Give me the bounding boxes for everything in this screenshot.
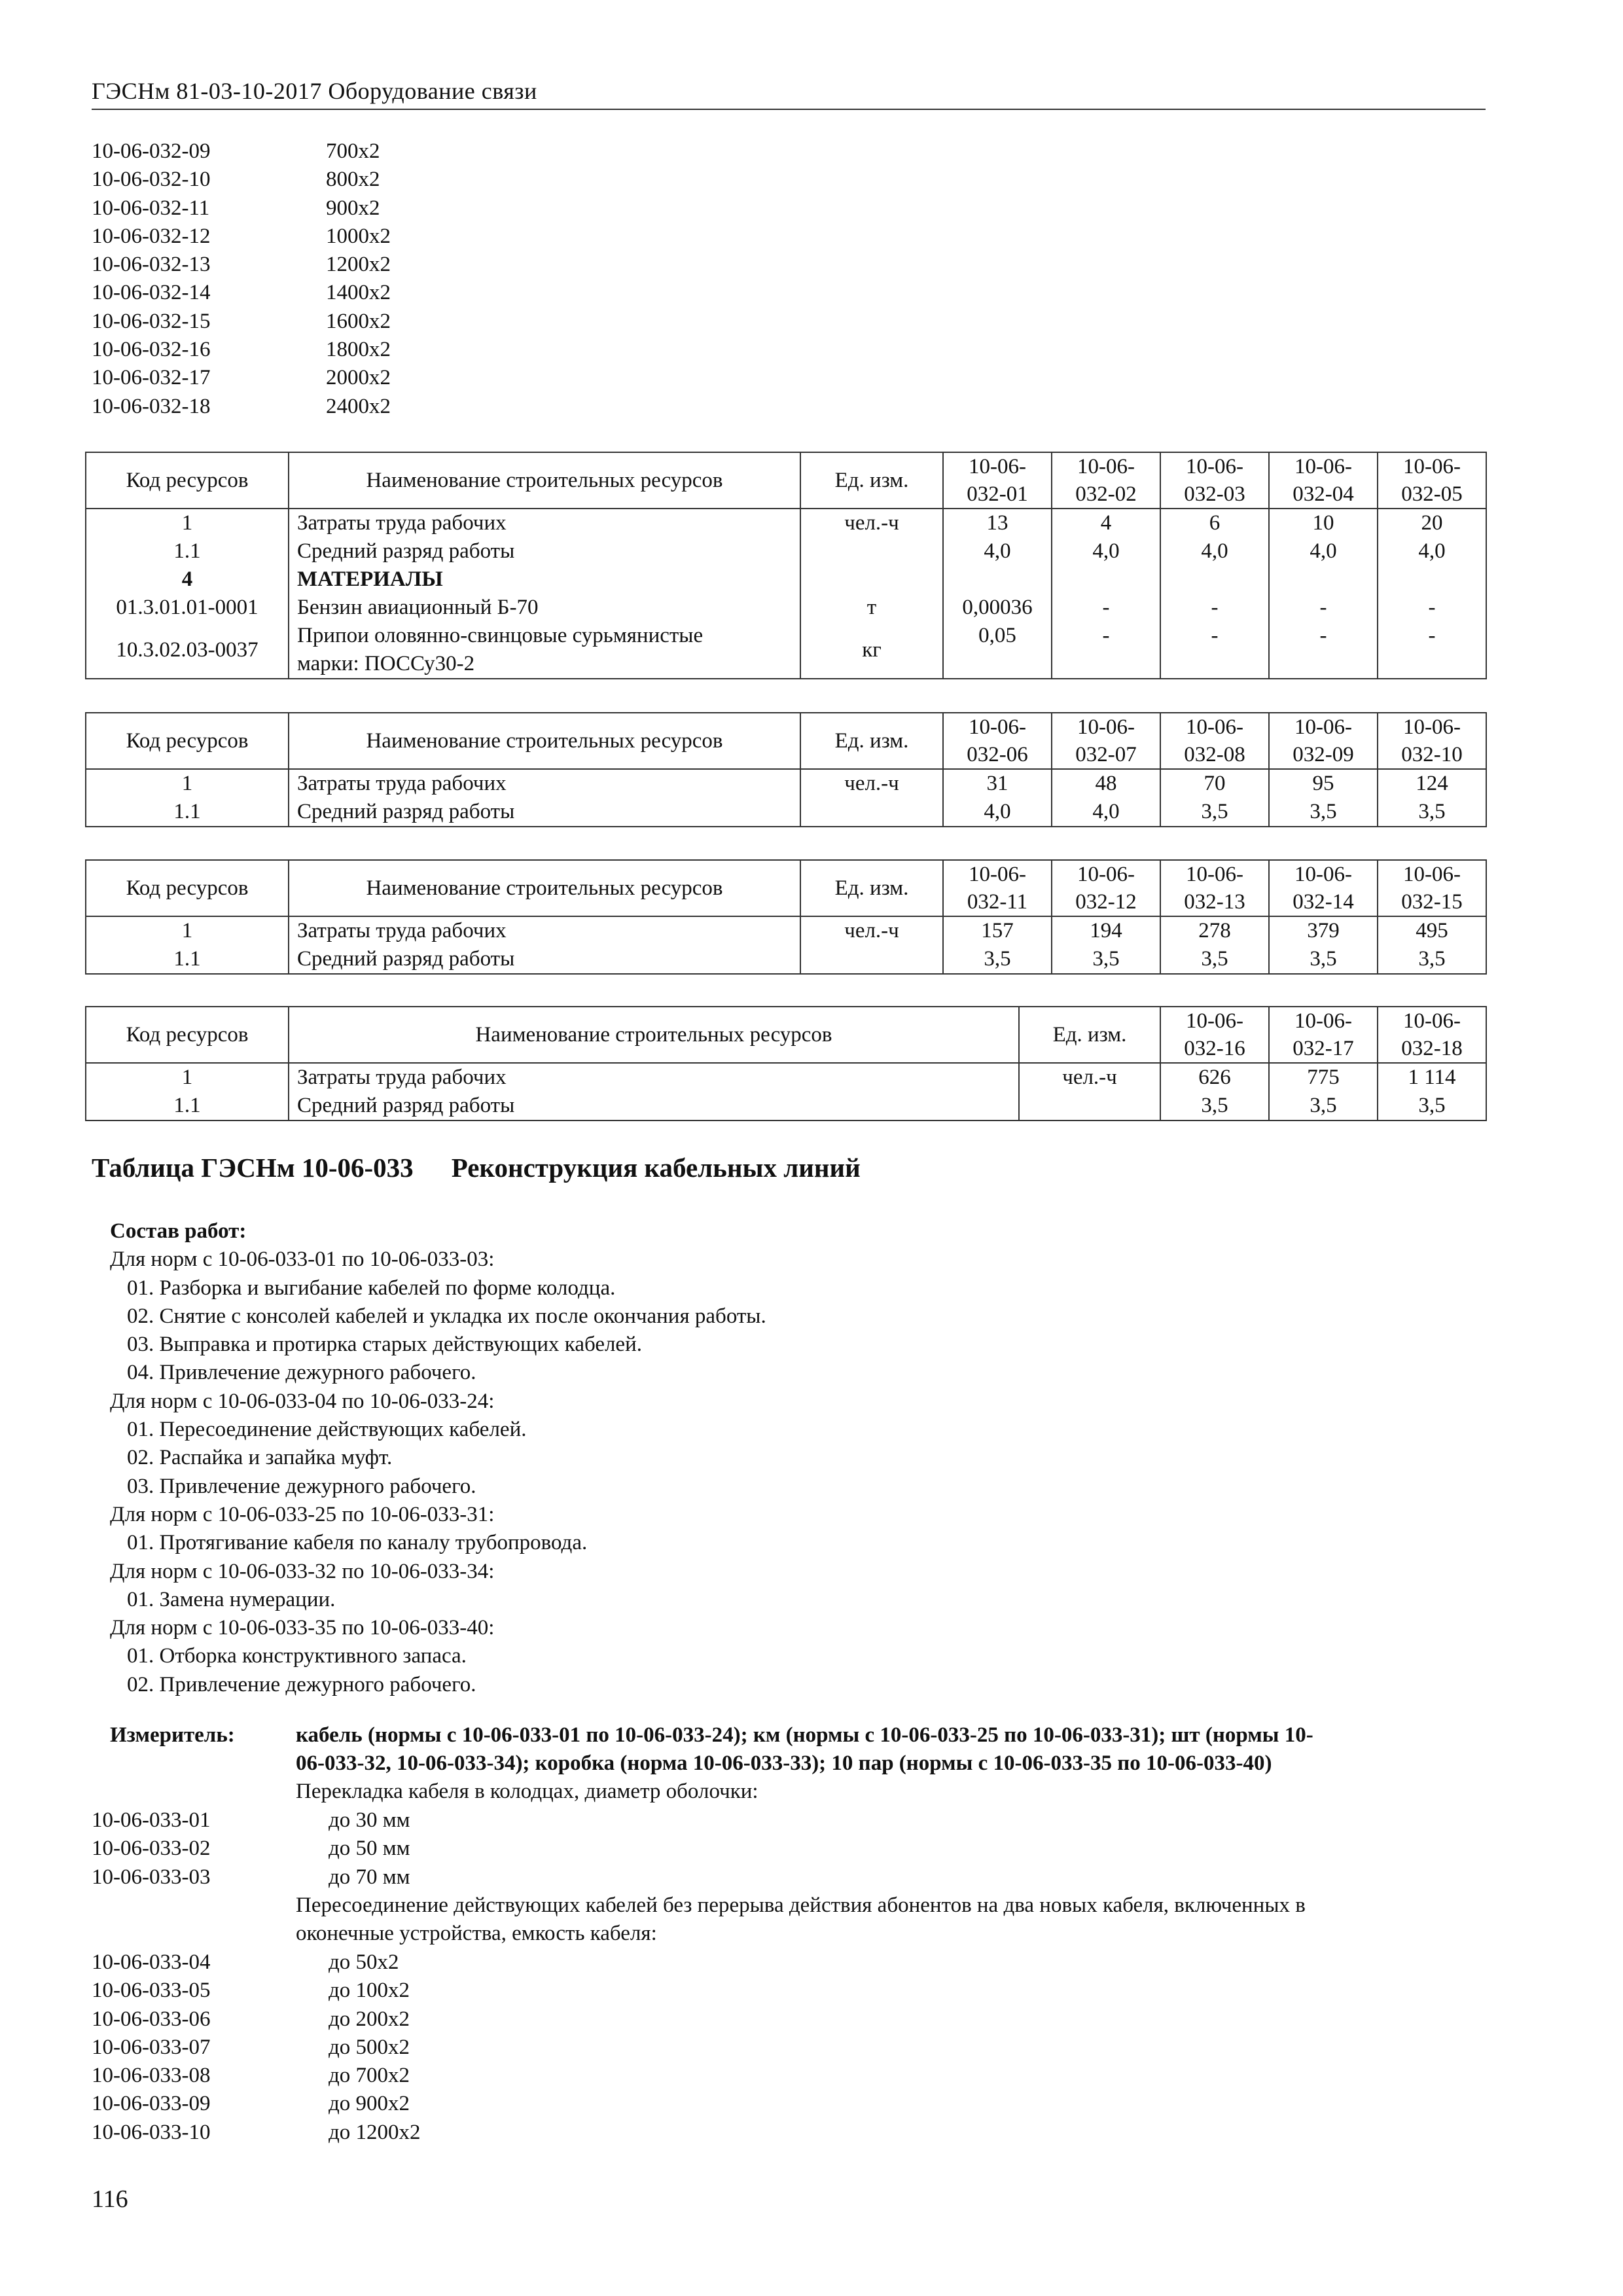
- list-item: [92, 1863, 410, 1892]
- works-group-header: Для норм с 10-06-033-25 по 10-06-033-31:: [110, 1502, 495, 1526]
- th-norm-prefix: 10-06-: [1186, 863, 1243, 886]
- works-item: 01. Замена нумерации.: [127, 1587, 336, 1611]
- norm-value: 800х2: [326, 168, 380, 192]
- norm-code: 10-06-032-14: [92, 281, 211, 305]
- norm-code: 10-06-033-04: [92, 1950, 211, 1974]
- resource-value: 48: [1052, 769, 1160, 798]
- norm-value: до 1200х2: [329, 2120, 421, 2144]
- norm-code: 10-06-032-10: [92, 168, 211, 192]
- code-row: [92, 393, 391, 421]
- resource-name: [289, 594, 800, 622]
- table-title: Реконструкция кабельных линий: [451, 1153, 861, 1183]
- group1-list: [92, 1806, 410, 1892]
- resource-name-text: Припои оловянно-свинцовые сурьмянистые: [297, 624, 704, 647]
- resource-unit: чел.-ч: [800, 769, 943, 798]
- resource-value: -: [1269, 622, 1378, 679]
- th-code: Код ресурсов: [86, 1007, 289, 1063]
- works-item: 02. Привлечение дежурного рабочего.: [127, 1672, 476, 1696]
- th-norm-suffix: 032-17: [1293, 1037, 1354, 1060]
- resource-name-text: Затраты труда рабочих: [297, 919, 507, 942]
- resource-unit: [1019, 1092, 1160, 1121]
- works-item: 01. Разборка и выгибание кабелей по форме колодца.: [127, 1276, 616, 1300]
- norm-value: до 50х2: [329, 1950, 399, 1974]
- resource-value: [1269, 565, 1378, 594]
- resource-name-text: Средний разряд работы: [297, 800, 515, 823]
- norm-code: 10-06-032-13: [92, 253, 211, 277]
- th-norm-prefix: 10-06-: [1186, 455, 1243, 478]
- table-row: [86, 565, 1486, 594]
- group2-list: [92, 1948, 421, 2147]
- resource-value: 278: [1160, 916, 1269, 945]
- works-group-header: Для норм с 10-06-033-35 по 10-06-033-40:: [110, 1616, 495, 1640]
- norm-value: 2000х2: [326, 366, 391, 390]
- group2-title-line-2: оконечные устройства, емкость кабеля:: [296, 1922, 657, 1946]
- code-row: [92, 251, 391, 279]
- resource-unit: [800, 537, 943, 565]
- resource-name: [289, 537, 800, 565]
- resource-code: 10.3.02.03-0037: [86, 622, 289, 679]
- th-norm-suffix: 032-10: [1401, 743, 1463, 766]
- resource-code: 1: [86, 509, 289, 537]
- th-norm-prefix: 10-06-: [969, 455, 1026, 478]
- resource-unit: кг: [800, 622, 943, 679]
- norm-value: до 100х2: [329, 1979, 410, 2003]
- resource-value: 31: [943, 769, 1052, 798]
- th-norm-prefix: 10-06-: [1294, 1009, 1352, 1033]
- th-norm: [1160, 860, 1269, 916]
- th-norm-prefix: 10-06-: [1186, 715, 1243, 739]
- resource-value: 3,5: [1269, 1092, 1378, 1121]
- th-norm-prefix: 10-06-: [1186, 1009, 1243, 1033]
- resource-unit: [800, 798, 943, 827]
- measure-line-1: кабель (нормы с 10-06-033-01 по 10-06-033-24); км (нормы с 10-06-033-25 по 10-06-033-31); шт (нормы 10-: [296, 1723, 1313, 1747]
- resource-name: [289, 916, 800, 945]
- th-norm: [1269, 1007, 1378, 1063]
- works-item: 02. Снятие с консолей кабелей и укладка их после окончания работы.: [127, 1304, 766, 1328]
- th-code: Код ресурсов: [86, 713, 289, 769]
- resource-value: 4,0: [943, 798, 1052, 827]
- th-name: Наименование строительных ресурсов: [289, 1007, 1019, 1063]
- measure-label: Измеритель:: [110, 1723, 235, 1747]
- list-item: [92, 2034, 421, 2062]
- norm-code: 10-06-032-09: [92, 139, 211, 163]
- resource-value: 3,5: [1160, 798, 1269, 827]
- resource-code: 01.3.01.01-0001: [86, 594, 289, 622]
- resource-name-text: Средний разряд работы: [297, 1094, 515, 1117]
- code-row: [92, 137, 391, 166]
- resource-value: 4,0: [1052, 537, 1160, 565]
- resource-name: [289, 509, 800, 537]
- table-row: [86, 945, 1486, 974]
- header-rule: [92, 109, 1486, 110]
- th-norm: [943, 860, 1052, 916]
- th-norm: [943, 452, 1052, 509]
- resource-value: -: [1160, 622, 1269, 679]
- th-norm: [1269, 860, 1378, 916]
- table-row: [86, 1063, 1486, 1092]
- table-label: Таблица ГЭСНм 10-06-033: [92, 1153, 414, 1183]
- table-row: [86, 916, 1486, 945]
- code-row: [92, 166, 391, 194]
- th-norm-prefix: 10-06-: [1403, 1009, 1461, 1033]
- resource-value: 4,0: [1378, 537, 1486, 565]
- resource-value: -: [1378, 594, 1486, 622]
- resource-value: [943, 565, 1052, 594]
- resource-name: [289, 1063, 1019, 1092]
- resource-unit: [800, 945, 943, 974]
- resource-value: 4,0: [1269, 537, 1378, 565]
- resource-value: 3,5: [1269, 798, 1378, 827]
- resource-value: 13: [943, 509, 1052, 537]
- norm-value: до 70 мм: [329, 1865, 410, 1889]
- th-norm-prefix: 10-06-: [1403, 455, 1461, 478]
- resource-table-1: [85, 452, 1487, 679]
- resource-value: -: [1160, 594, 1269, 622]
- th-norm-prefix: 10-06-: [1077, 863, 1135, 886]
- table-row: [86, 769, 1486, 798]
- norm-code: 10-06-033-03: [92, 1865, 211, 1889]
- norm-code: 10-06-032-17: [92, 366, 211, 390]
- norm-code: 10-06-032-16: [92, 338, 211, 362]
- norm-code: 10-06-033-06: [92, 2007, 211, 2031]
- th-norm-suffix: 032-12: [1075, 890, 1137, 914]
- th-norm: [1160, 452, 1269, 509]
- norm-value: 2400х2: [326, 394, 391, 418]
- resource-name-text: Средний разряд работы: [297, 539, 515, 563]
- resource-value: 3,5: [1269, 945, 1378, 974]
- code-row: [92, 336, 391, 364]
- th-code: Код ресурсов: [86, 452, 289, 509]
- norm-code: 10-06-033-02: [92, 1837, 211, 1861]
- list-item: [92, 1806, 410, 1835]
- th-norm-suffix: 032-03: [1184, 482, 1245, 506]
- norm-code: 10-06-033-05: [92, 1979, 211, 2003]
- th-norm-prefix: 10-06-: [1403, 863, 1461, 886]
- resource-value: 4,0: [1160, 537, 1269, 565]
- norm-code: 10-06-032-12: [92, 224, 211, 248]
- resource-name: [289, 769, 800, 798]
- th-norm: [1378, 1007, 1486, 1063]
- list-item: [92, 2090, 421, 2118]
- norm-code: 10-06-032-11: [92, 196, 210, 220]
- works-item: 03. Выправка и протирка старых действующих кабелей.: [127, 1333, 642, 1357]
- resource-value: 3,5: [1378, 945, 1486, 974]
- norm-value: 1600х2: [326, 309, 391, 333]
- th-norm-suffix: 032-18: [1401, 1037, 1463, 1060]
- resource-code: 4: [86, 565, 289, 594]
- resource-value: 70: [1160, 769, 1269, 798]
- th-name: Наименование строительных ресурсов: [289, 452, 800, 509]
- norm-value: до 700х2: [329, 2064, 410, 2088]
- resource-value: 0,00036: [943, 594, 1052, 622]
- table-row: [86, 537, 1486, 565]
- resource-unit: чел.-ч: [1019, 1063, 1160, 1092]
- resource-value: 1 114: [1378, 1063, 1486, 1092]
- measure-text: [296, 1721, 1487, 1778]
- norm-code: 10-06-033-07: [92, 2035, 211, 2059]
- code-row: [92, 223, 391, 251]
- th-norm-suffix: 032-07: [1075, 743, 1137, 766]
- norm-value: до 500х2: [329, 2035, 410, 2059]
- th-unit: Ед. изм.: [800, 713, 943, 769]
- th-norm: [943, 713, 1052, 769]
- th-norm-suffix: 032-05: [1401, 482, 1463, 506]
- code-row: [92, 308, 391, 336]
- resource-code: 1.1: [86, 798, 289, 827]
- resource-table-3: [85, 859, 1487, 975]
- resource-value: 194: [1052, 916, 1160, 945]
- works-item: 01. Протягивание кабеля по каналу трубопровода.: [127, 1531, 588, 1555]
- resource-value: [1052, 565, 1160, 594]
- resource-name: [289, 798, 800, 827]
- resource-value: -: [1052, 594, 1160, 622]
- works-item: 01. Пересоединение действующих кабелей.: [127, 1418, 527, 1442]
- works-group-header: Для норм с 10-06-033-04 по 10-06-033-24:: [110, 1389, 495, 1413]
- resource-code: 1.1: [86, 945, 289, 974]
- resource-name-text: Затраты труда рабочих: [297, 772, 507, 795]
- resource-value: 626: [1160, 1063, 1269, 1092]
- th-norm: [1052, 860, 1160, 916]
- norm-value: до 900х2: [329, 2092, 410, 2116]
- resource-name: [289, 945, 800, 974]
- resource-name: [289, 1092, 1019, 1121]
- th-norm-suffix: 032-06: [967, 743, 1028, 766]
- resource-unit: чел.-ч: [800, 509, 943, 537]
- resource-unit: т: [800, 594, 943, 622]
- list-item: [92, 1948, 421, 1977]
- norm-code: 10-06-033-08: [92, 2064, 211, 2088]
- norm-code: 10-06-033-09: [92, 2092, 211, 2116]
- header-row: [86, 1007, 1486, 1063]
- resource-code: 1: [86, 916, 289, 945]
- header-row: [86, 452, 1486, 509]
- th-norm-suffix: 032-01: [967, 482, 1028, 506]
- norm-value: 900х2: [326, 196, 380, 220]
- resource-value: -: [1052, 622, 1160, 679]
- code-row: [92, 364, 391, 392]
- th-norm: [1160, 1007, 1269, 1063]
- code-row: [92, 279, 391, 307]
- resource-code: 1: [86, 769, 289, 798]
- norm-code-list: [92, 137, 391, 421]
- norm-value: до 200х2: [329, 2007, 410, 2031]
- list-item: [92, 2005, 421, 2034]
- header-row: [86, 860, 1486, 916]
- works-group-header: Для норм с 10-06-033-32 по 10-06-033-34:: [110, 1559, 495, 1583]
- th-norm: [1269, 713, 1378, 769]
- resource-value: 4,0: [943, 537, 1052, 565]
- resource-name: [289, 565, 800, 594]
- resource-value: 10: [1269, 509, 1378, 537]
- works-composition: [110, 1217, 766, 1699]
- resource-name-text: Затраты труда рабочих: [297, 511, 507, 535]
- th-norm-suffix: 032-13: [1184, 890, 1245, 914]
- resource-code: 1.1: [86, 537, 289, 565]
- resource-value: [1160, 565, 1269, 594]
- header-row: [86, 713, 1486, 769]
- th-norm: [1378, 452, 1486, 509]
- th-norm: [1269, 452, 1378, 509]
- th-norm: [1052, 452, 1160, 509]
- resource-value: 3,5: [1378, 798, 1486, 827]
- norm-value: 1000х2: [326, 224, 391, 248]
- works-item: 01. Отборка конструктивного запаса.: [127, 1644, 467, 1668]
- resource-value: 495: [1378, 916, 1486, 945]
- works-item: 04. Привлечение дежурного рабочего.: [127, 1361, 476, 1385]
- table-row: [86, 509, 1486, 537]
- resource-value: 157: [943, 916, 1052, 945]
- norm-value: 700х2: [326, 139, 380, 163]
- works-heading: Состав работ:: [110, 1219, 247, 1243]
- th-norm-prefix: 10-06-: [1294, 715, 1352, 739]
- resource-value: 4,0: [1052, 798, 1160, 827]
- resource-unit: [800, 565, 943, 594]
- th-norm: [1052, 713, 1160, 769]
- norm-code: 10-06-033-10: [92, 2120, 211, 2144]
- group1-title: Перекладка кабеля в колодцах, диаметр оболочки:: [296, 1780, 758, 1803]
- resource-value: [1378, 565, 1486, 594]
- th-norm-suffix: 032-09: [1293, 743, 1354, 766]
- norm-value: 1400х2: [326, 281, 391, 305]
- resource-name-text: МАТЕРИАЛЫ: [297, 567, 443, 591]
- th-norm-prefix: 10-06-: [1294, 455, 1352, 478]
- th-norm-prefix: 10-06-: [1077, 715, 1135, 739]
- resource-value: 3,5: [1052, 945, 1160, 974]
- page-header: ГЭСНм 81-03-10-2017 Оборудование связи: [92, 78, 537, 104]
- table-row: [86, 594, 1486, 622]
- th-name: Наименование строительных ресурсов: [289, 713, 800, 769]
- works-item: 03. Привлечение дежурного рабочего.: [127, 1474, 476, 1498]
- resource-value: -: [1269, 594, 1378, 622]
- resource-name-text: Средний разряд работы: [297, 947, 515, 971]
- table-row: [86, 1092, 1486, 1121]
- table-row: [86, 798, 1486, 827]
- th-unit: Ед. изм.: [1019, 1007, 1160, 1063]
- resource-table-2: [85, 712, 1487, 827]
- norm-value: до 30 мм: [329, 1808, 410, 1832]
- th-norm-suffix: 032-14: [1293, 890, 1354, 914]
- norm-value: 1800х2: [326, 338, 391, 362]
- th-norm-prefix: 10-06-: [969, 715, 1026, 739]
- resource-value: 0,05: [943, 622, 1052, 679]
- works-group-header: Для норм с 10-06-033-01 по 10-06-033-03:: [110, 1247, 495, 1272]
- th-norm: [1160, 713, 1269, 769]
- group2-title: [296, 1892, 1306, 1948]
- th-norm: [1378, 713, 1486, 769]
- norm-value: до 50 мм: [329, 1837, 410, 1861]
- th-norm-suffix: 032-08: [1184, 743, 1245, 766]
- th-code: Код ресурсов: [86, 860, 289, 916]
- list-item: [92, 2119, 421, 2147]
- resource-value: 3,5: [1378, 1092, 1486, 1121]
- norm-code: 10-06-032-18: [92, 394, 211, 418]
- measure-line-2: 06-033-32, 10-06-033-34); коробка (норма 10-06-033-33); 10 пар (нормы с 10-06-033-35 по 10-06-033-40): [296, 1751, 1272, 1776]
- resource-name: [289, 622, 800, 679]
- resource-value: 775: [1269, 1063, 1378, 1092]
- resource-code: 1.1: [86, 1092, 289, 1121]
- norm-value: 1200х2: [326, 253, 391, 277]
- th-name: Наименование строительных ресурсов: [289, 860, 800, 916]
- resource-value: 3,5: [1160, 945, 1269, 974]
- resource-unit: чел.-ч: [800, 916, 943, 945]
- th-norm-prefix: 10-06-: [1077, 455, 1135, 478]
- th-norm-prefix: 10-06-: [1403, 715, 1461, 739]
- resource-name-text: Бензин авиационный Б-70: [297, 596, 539, 619]
- th-norm-suffix: 032-02: [1075, 482, 1137, 506]
- resource-value: 6: [1160, 509, 1269, 537]
- th-norm-prefix: 10-06-: [969, 863, 1026, 886]
- list-item: [92, 2062, 421, 2090]
- list-item: [92, 1977, 421, 2005]
- resource-code: 1: [86, 1063, 289, 1092]
- section-title: [92, 1152, 861, 1183]
- code-row: [92, 194, 391, 223]
- group2-title-line-1: Пересоединение действующих кабелей без перерыва действия абонентов на два новых кабеля, включенных в: [296, 1893, 1306, 1917]
- resource-name-text: Затраты труда рабочих: [297, 1066, 507, 1089]
- resource-value: 379: [1269, 916, 1378, 945]
- resource-value: 20: [1378, 509, 1486, 537]
- resource-value: 4: [1052, 509, 1160, 537]
- th-norm-prefix: 10-06-: [1294, 863, 1352, 886]
- norm-code: 10-06-032-15: [92, 309, 211, 333]
- works-lines: [110, 1246, 766, 1699]
- list-item: [92, 1835, 410, 1863]
- th-norm-suffix: 032-16: [1184, 1037, 1245, 1060]
- resource-value: 3,5: [1160, 1092, 1269, 1121]
- resource-name-text-2: марки: ПОССу30-2: [297, 652, 475, 675]
- resource-value: 3,5: [943, 945, 1052, 974]
- page-number: 116: [92, 2185, 128, 2213]
- th-norm: [1378, 860, 1486, 916]
- resource-table-4: [85, 1006, 1487, 1121]
- norm-code: 10-06-033-01: [92, 1808, 211, 1832]
- resource-value: 124: [1378, 769, 1486, 798]
- works-item: 02. Распайка и запайка муфт.: [127, 1446, 393, 1470]
- th-unit: Ед. изм.: [800, 860, 943, 916]
- th-norm-suffix: 032-11: [967, 890, 1028, 914]
- th-norm-suffix: 032-04: [1293, 482, 1354, 506]
- resource-value: 95: [1269, 769, 1378, 798]
- th-unit: Ед. изм.: [800, 452, 943, 509]
- th-norm-suffix: 032-15: [1401, 890, 1463, 914]
- resource-value: -: [1378, 622, 1486, 679]
- table-row: [86, 622, 1486, 679]
